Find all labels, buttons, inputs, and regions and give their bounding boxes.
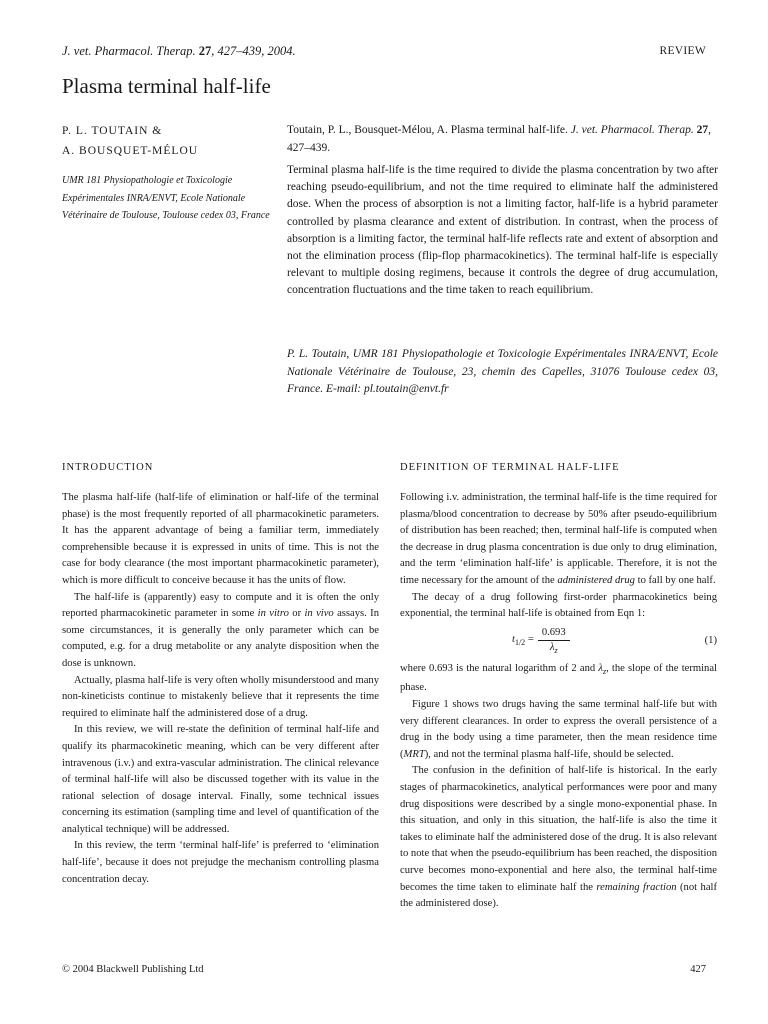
equation-number: (1) — [704, 635, 717, 647]
citation-text: Toutain, P. L., Bousquet-Mélou, A. Plasma terminal half-life. — [287, 124, 568, 136]
definition-paragraph-2: The decay of a drug following first-order pharmacokinetics being exponential, the terminal half-life is obtained from Eqn 1: — [400, 591, 717, 620]
author-affiliation: UMR 181 Physiopathologie et Toxicologie Expérimentales INRA/ENVT, Ecole Nationale Vétérinaire de Toulouse, Toulouse cedex 03, France — [62, 175, 270, 221]
introduction-column — [62, 490, 379, 888]
intro-paragraph-3: Actually, plasma half-life is very often wholly misunderstood and many non-kineticists continue to mistakenly believe that it represents the time required to eliminate half the administered dose of a drug. — [62, 674, 379, 719]
article-title: Plasma terminal half-life — [62, 74, 271, 98]
equation-denominator: $\lambda_z$ — [549, 641, 558, 655]
correspondence: P. L. Toutain, UMR 181 Physiopathologie et Toxicologie Expérimentales INRA/ENVT, Ecole Nationale Vétérinaire de Toulouse, 23, chemin des Capelles, 31076 Toulouse cedex 03, France. E-mail: pl.toutain@envt.fr — [287, 348, 718, 395]
equation-1 — [400, 625, 717, 659]
article-citation — [287, 121, 718, 157]
definition-paragraph-4: Figure 1 shows two drugs having the same terminal half-life but with very different clearances. In order to express the overall persistence of a drug in the body using a time parameter, then the mean residence time (MRT), and not the terminal plasma half-life, should be selected. — [400, 699, 717, 760]
intro-paragraph-4: In this review, we will re-state the definition of terminal half-life and qualify its pharmacokinetic meaning, which can be very different after intravenous (i.v.) and extra-vascular administration. The clinical relevance of terminal half-life will also be discussed together with its value in the rational selection of dosage interval. Finally, some technical issues concerning its estimation (sampling time and level of quantification of the analytical technique) will be addressed. — [62, 724, 379, 835]
intro-paragraph-5: In this review, the term ‘terminal half-life’ is preferred to ‘elimination half-life’, because it does not prejudge the mechanism controlling plasma concentration decay. — [62, 840, 379, 885]
definition-paragraph-5: The confusion in the definition of half-life is historical. In the early stages of pharmacokinetics, analytical performances were poor and many drug dispositions were described by a single mono-exponential phase. In this situation, and only in this situation, the half-life is also the time it takes to eliminate half the administered dose of the drug. It is also relevant to note that when the pseudo-equilibrium has been reached, the disposition curve becomes mono-exponential and here also, the terminal half-time becomes the time taken to eliminate half the remaining fraction (not half the administered dose). — [400, 765, 717, 910]
definition-paragraph-3: where 0.693 is the natural logarithm of 2 and $\lambda_z$, the slope of the terminal phase. — [400, 662, 717, 694]
author-1: P. L. TOUTAIN & — [62, 125, 163, 137]
definition-paragraph-1: Following i.v. administration, the terminal half-life is the time required for plasma/blood concentration to decrease by 50% after pseudo-equilibrium of distribution has been reached; then, terminal half-life is computed when the decrease in drug plasma concentration is due only to drug elimination, and the term ‘elimination half-life’ is applicable. Therefore, it is not the time necessary for the amount of the administered drug to fall by one half. — [400, 492, 717, 586]
citation-journal: J. vet. Pharmacol. Therap. — [570, 124, 694, 136]
journal-pages-year: , 427–439, 2004. — [211, 44, 296, 58]
page-number: 427 — [690, 964, 706, 975]
author-2: A. BOUSQUET-MÉLOU — [62, 145, 199, 157]
intro-paragraph-2: The half-life is (apparently) easy to compute and it is often the only reported pharmacokinetic parameter in some in vitro or in vivo assays. In some circumstances, it is generally the only parameter which can be computed, e.g. for a drug metabolite or any analyte disposition when the dose is unknown. — [62, 591, 380, 669]
journal-name: J. vet. Pharmacol. Therap. — [62, 44, 196, 58]
equation-numerator: 0.693 — [538, 626, 570, 641]
journal-reference — [62, 44, 296, 59]
heading-definition: DEFINITION OF TERMINAL HALF-LIFE — [400, 462, 620, 473]
citation-volume: 27 — [696, 124, 709, 136]
authors — [62, 121, 272, 161]
journal-volume: 27 — [198, 44, 212, 58]
abstract: Terminal plasma half-life is the time required to divide the plasma concentration by two after reaching pseudo-equilibrium, and not the time required to eliminate half the administered dose. When the process of absorption is not a limiting factor, half-life is a hybrid parameter controlled by plasma clearance and extent of distribution. In contrast, when the process of absorption is a limiting factor, the terminal half-life reflects rate and extent of absorption and not the elimination process (flip-flop pharmacokinetics). The terminal half-life is especially relevant to multiple dosing regimens, because it controls the degree of drug accumulation, concentration fluctuations and the time taken to reach equilibrium. — [287, 164, 718, 297]
definition-column — [400, 490, 717, 913]
heading-introduction: INTRODUCTION — [62, 462, 154, 473]
equation-lhs: $t_{1/2}$ = — [512, 633, 534, 647]
intro-paragraph-1: The plasma half-life (half-life of elimination or half-life of the terminal phase) is the most frequently reported of all pharmacokinetic parameters. It has the apparent advantage of being a familiar term, immediately comprehensible because it is expressed in units of time. This is not the case for body clearance (the most important pharmacokinetic parameter), which is more difficult to conceive because it has the units of flow. — [62, 492, 379, 586]
equation-fraction — [538, 626, 570, 658]
copyright-notice: © 2004 Blackwell Publishing Ltd — [62, 964, 204, 975]
section-label: REVIEW — [659, 45, 706, 57]
citation-pages: , 427–439. — [287, 124, 711, 154]
